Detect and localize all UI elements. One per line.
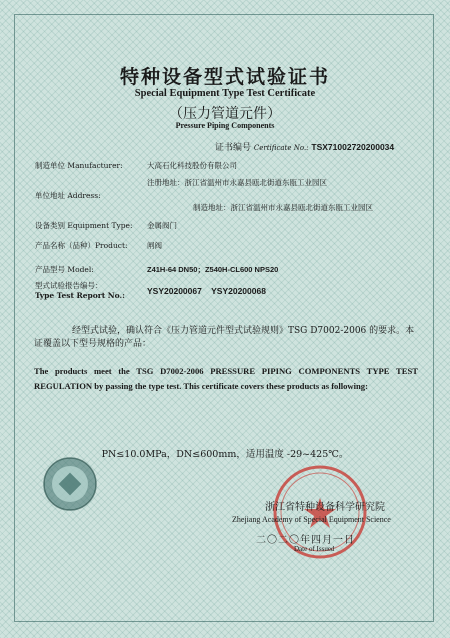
cert-no-label-zh: 证书编号 [215, 143, 252, 153]
report-label-en: Type Test Report No.: [35, 291, 125, 300]
model-value: Z41H-64 DN50；Z540H-CL600 NPS20 [147, 265, 279, 274]
equipment-type-value: 金属阀门 [147, 221, 177, 230]
issuer-name-zh: 浙江省特种设备科学研究院 [265, 502, 385, 513]
statement-en: The products meet the TSG D7002-2006 PRESSURE PIPING COMPONENTS TYPE TEST REGULATION by passing the type test. This certificate covers these products as following: [34, 366, 418, 391]
manufacturer-label: 制造单位 Manufacturer: [35, 161, 123, 170]
manufacturing-address: 制造地址：浙江省温州市永嘉县瓯北街道东瓯工业园区 [193, 203, 373, 212]
certificate-number-row [215, 140, 394, 153]
issue-date-label-en: Date of Issued [294, 545, 335, 553]
model-label: 产品型号 Model: [35, 265, 94, 274]
certificate-title-en: Special Equipment Type Test Certificate [134, 88, 316, 99]
equipment-type-label: 设备类别 Equipment Type: [35, 221, 133, 230]
product-label: 产品名称（品种）Product: [35, 241, 128, 250]
statement-zh: 经型式试验，确认符合《压力管道元件型式试验规则》TSG D7002-2006 的要求。本证覆盖以下型号规格的产品： [34, 326, 415, 349]
cert-no-label-en: Certificate No.: [253, 144, 309, 152]
hologram-logo-icon [42, 456, 98, 512]
certificate-subtitle-en: Pressure Piping Components [175, 121, 275, 130]
report-label-zh: 型式试验报告编号： [35, 281, 103, 290]
product-value: 闸阀 [147, 241, 162, 250]
pressure-range: PN≤10.0MPa，DN≤600mm，适用温度 -29~425℃。 [101, 449, 349, 460]
address-label: 单位地址 Address: [35, 191, 101, 200]
report-value: YSY20200067 YSY20200068 [147, 286, 266, 296]
certificate-title-zh: 特种设备型式试验证书 [119, 66, 330, 88]
certificate-subtitle-zh: （压力管道元件） [169, 106, 281, 122]
issuer-name-en: Zhejiang Academy of Special Equipment Science [232, 515, 391, 524]
issue-date-zh: 二〇二〇年四月一日 [256, 535, 355, 546]
manufacturer-value: 大高石化科技股份有限公司 [147, 161, 237, 170]
registered-address: 注册地址：浙江省温州市永嘉县瓯北街道东瓯工业园区 [147, 178, 327, 187]
cert-no-value: TSX71002720200034 [311, 142, 395, 152]
